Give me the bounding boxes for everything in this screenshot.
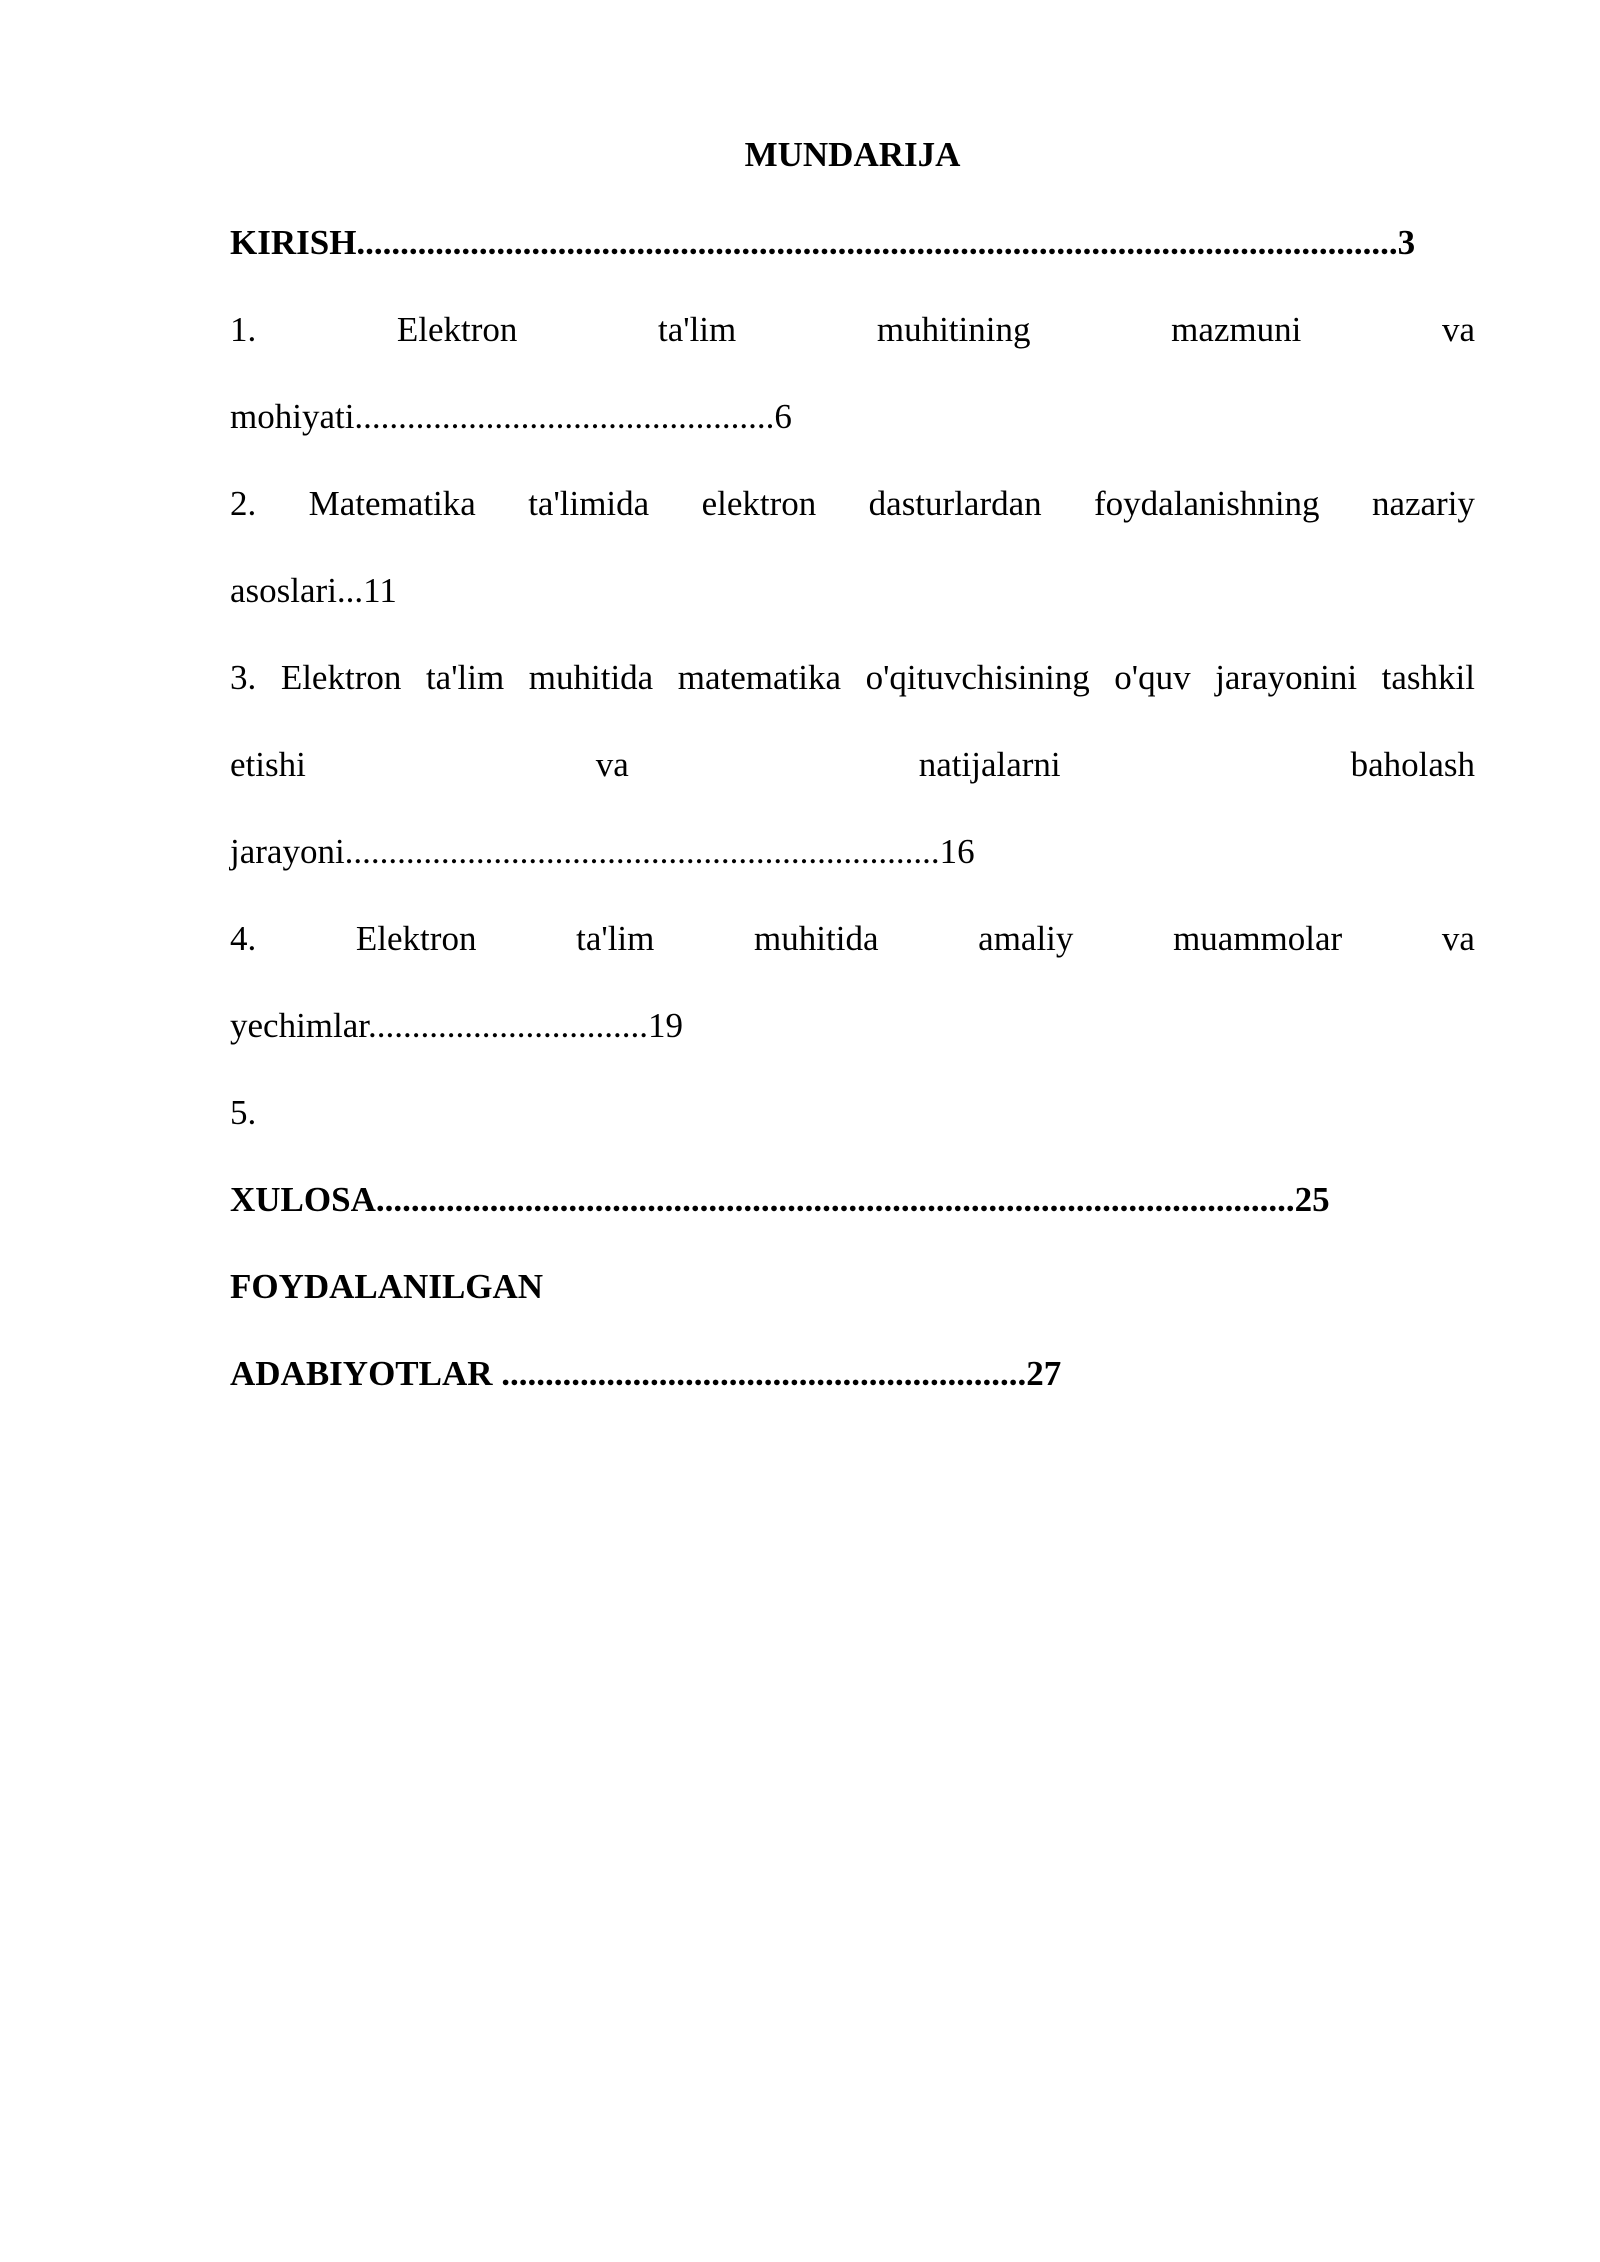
toc-word: etishi <box>230 745 306 784</box>
toc-word: 3. <box>230 658 257 697</box>
toc-word: amaliy <box>978 919 1074 958</box>
toc-word: elektron <box>701 484 817 523</box>
toc-entry-3-line1 <box>230 653 1475 703</box>
toc-word: va <box>1441 919 1475 958</box>
toc-word: ta'limida <box>528 484 650 523</box>
toc-word: muhitida <box>528 658 654 697</box>
toc-word: 4. <box>230 919 257 958</box>
toc-word: 2. <box>230 484 257 523</box>
toc-entry-4-line1 <box>230 914 1475 964</box>
toc-word: o'qituvchisining <box>865 658 1090 697</box>
toc-word: mazmuni <box>1171 310 1302 349</box>
toc-word: va <box>1441 310 1475 349</box>
toc-word: muhitining <box>876 310 1031 349</box>
toc-entry-5: 5. <box>230 1093 257 1132</box>
page-title: MUNDARIJA <box>744 135 961 174</box>
toc-word: ta'lim <box>658 310 737 349</box>
toc-word: Elektron <box>396 310 518 349</box>
toc-entry-3-line3: jarayoni....................................................................16 <box>230 832 975 871</box>
toc-word: baholash <box>1350 745 1475 784</box>
toc-word: jarayonini <box>1215 658 1358 697</box>
toc-entry-3-line2 <box>230 740 1475 790</box>
toc-entry-1-line1 <box>230 305 1475 355</box>
toc-entry-2-line1 <box>230 479 1475 529</box>
toc-entry-foydalanilgan: FOYDALANILGAN <box>230 1267 544 1306</box>
toc-entry-1-line2: mohiyati................................................6 <box>230 397 792 436</box>
toc-word: tashkil <box>1381 658 1475 697</box>
toc-word: ta'lim <box>425 658 505 697</box>
toc-word: foydalanishning <box>1094 484 1320 523</box>
toc-word: va <box>595 745 629 784</box>
toc-word: natijalarni <box>918 745 1061 784</box>
toc-entry-kirish: KIRISH.......................................................................................................................3 <box>230 223 1416 262</box>
toc-word: Matematika <box>308 484 476 523</box>
toc-entry-xulosa: XULOSA.........................................................................................................25 <box>230 1180 1330 1219</box>
toc-entry-4-line2: yechimlar................................19 <box>230 1006 684 1045</box>
toc-word: nazariy <box>1371 484 1475 523</box>
toc-word: o'quv <box>1114 658 1191 697</box>
toc-word: dasturlardan <box>868 484 1042 523</box>
toc-word: ta'lim <box>576 919 655 958</box>
toc-entry-adabiyotlar: ADABIYOTLAR ............................................................27 <box>230 1354 1062 1393</box>
toc-word: muammolar <box>1173 919 1343 958</box>
toc-word: Elektron <box>280 658 402 697</box>
toc-word: 1. <box>230 310 257 349</box>
toc-word: Elektron <box>355 919 477 958</box>
toc-word: matematika <box>677 658 842 697</box>
toc-entry-2-line2: asoslari...11 <box>230 571 397 610</box>
toc-word: muhitida <box>754 919 879 958</box>
